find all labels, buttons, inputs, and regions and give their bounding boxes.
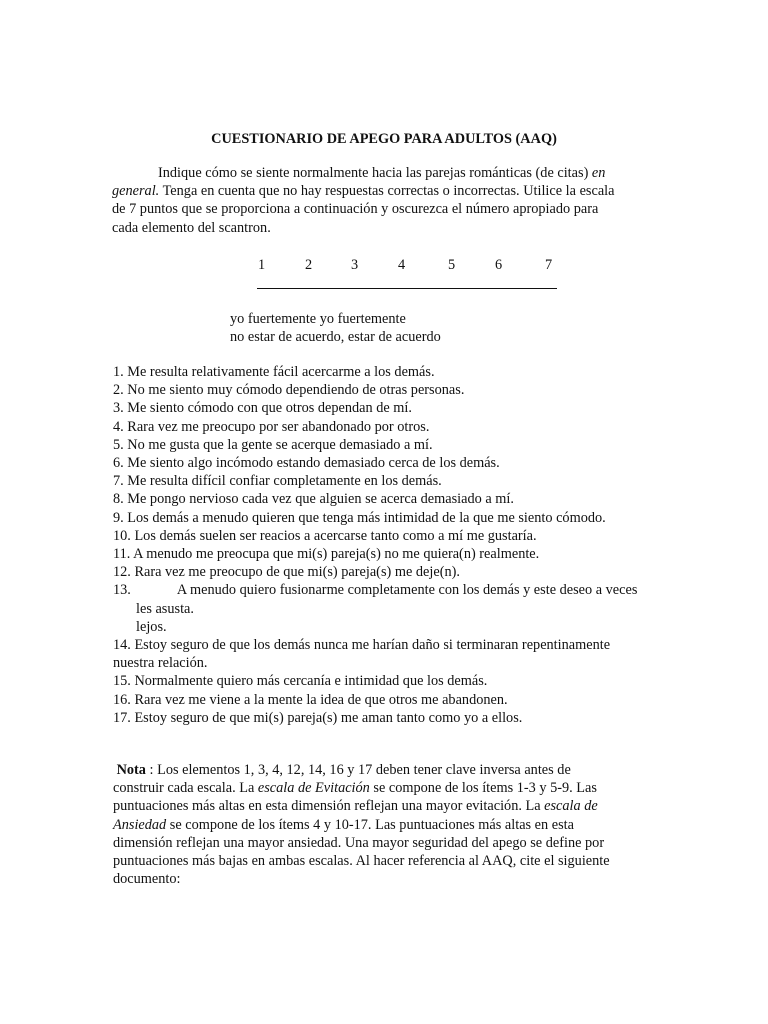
note-line [113,779,643,797]
list-item: 7. Me resulta difícil confiar completamente en los demás. [113,473,442,490]
item-number: 13. [113,582,131,599]
scale-anchor-line: yo fuertemente yo fuertemente [230,311,406,327]
instructions-line-3: de 7 puntos que se proporciona a continuación y oscurezca el número apropiado para [112,201,599,218]
note-line [113,816,643,834]
list-item [113,581,673,599]
list-item: 8. Me pongo nervioso cada vez que alguien se acerca demasiado a mí. [113,491,514,508]
note-text: se compone de los ítems 1-3 y 5-9. Las [369,780,597,797]
instructions [112,164,672,237]
list-item: 1. Me resulta relativamente fácil acercarme a los demás. [113,364,435,380]
list-item: 11. A menudo me preocupa que mi(s) pareja(s) no me quiera(n) realmente. [113,546,540,563]
list-item: 3. Me siento cómodo con que otros dependan de mí. [113,400,412,417]
item-text: A menudo quiero fusionarme completamente con los demás y este deseo a veces [176,582,638,599]
note-line: dimensión reflejan una mayor ansiedad. Una mayor seguridad del apego se define por [113,834,605,851]
scale-number: 3 [351,257,359,273]
list-item: 10. Los demás suelen ser reacios a acercarse tanto como a mí me gustaría. [113,527,537,544]
list-item: 14. Estoy seguro de que los demás nunca me harían daño si terminaran repentinamente [113,637,611,654]
item-continuation: lejos. [136,618,167,635]
instructions-line-2 [112,182,672,200]
questionnaire-items [113,363,673,727]
note-label: Nota [116,762,146,778]
note-emphasis: Ansiedad [113,816,167,833]
scale-number: 4 [398,257,406,273]
scale-divider [257,288,557,289]
scale-anchor-line: no estar de acuerdo, estar de acuerdo [230,329,441,346]
note-line [113,761,643,779]
note-emphasis: escala de [544,798,598,815]
scale-number: 5 [448,257,456,273]
list-item: 9. Los demás a menudo quieren que tenga más intimidad de la que me siento cómodo. [113,509,606,526]
scale-number: 7 [545,257,553,273]
scale-number: 2 [305,257,313,273]
item-continuation: les asusta. [136,600,194,617]
instructions-line-1 [112,164,672,182]
list-item: 2. No me siento muy cómodo dependiendo de otras personas. [113,382,465,399]
note-line: puntuaciones más bajas en ambas escalas. Al hacer referencia al AAQ, cite el siguiente [113,853,610,870]
instructions-emphasis: general. [112,183,160,200]
list-item: 5. No me gusta que la gente se acerque demasiado a mí. [113,436,433,453]
instructions-emphasis: en [591,165,606,181]
list-item: 6. Me siento algo incómodo estando demasiado cerca de los demás. [113,455,500,472]
list-item: 17. Estoy seguro de que mi(s) pareja(s) me aman tanto como yo a ellos. [113,709,523,726]
note-text: construir cada escala. La [113,780,258,797]
list-item: 4. Rara vez me preocupo por ser abandonado por otros. [113,418,430,435]
list-item: 12. Rara vez me preocupo de que mi(s) pareja(s) me deje(n). [113,564,460,581]
note-emphasis: escala de Evitación [257,780,370,797]
instructions-text: Tenga en cuenta que no hay respuestas correctas o incorrectas. Utilice la escala [159,183,615,200]
scale-numbers [0,256,768,276]
instructions-line-4: cada elemento del scantron. [112,219,271,236]
note-text: puntuaciones más altas en esta dimensión reflejan una mayor evitación. La [113,798,545,815]
scale-number: 1 [258,257,266,273]
item-continuation: nuestra relación. [113,655,208,672]
scale-anchors [230,310,441,346]
scoring-note [113,761,643,888]
page-title: CUESTIONARIO DE APEGO PARA ADULTOS (AAQ) [211,131,557,147]
note-text: : Los elementos 1, 3, 4, 12, 14, 16 y 17 deben tener clave inversa antes de [145,762,571,778]
note-text: se compone de los ítems 4 y 10-17. Las puntuaciones más altas en esta [166,816,574,833]
instructions-text: Indique cómo se siente normalmente hacia las parejas románticas (de citas) [158,165,592,181]
list-item: 16. Rara vez me viene a la mente la idea de que otros me abandonen. [113,691,508,708]
scale-number: 6 [495,257,503,273]
note-line: documento: [113,871,181,888]
list-item: 15. Normalmente quiero más cercanía e intimidad que los demás. [113,673,488,690]
note-line [113,797,643,815]
